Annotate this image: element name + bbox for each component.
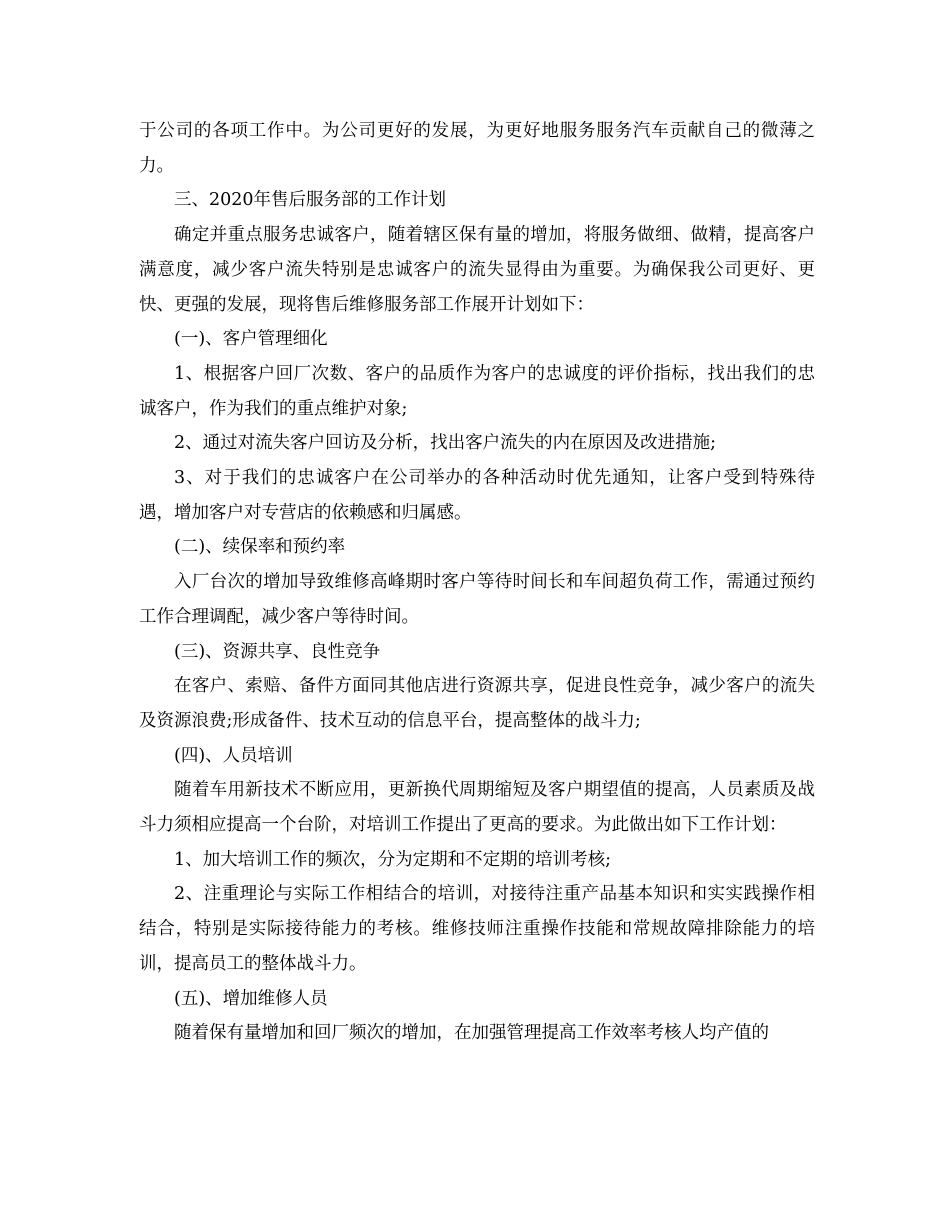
section-heading-3: 三、2020年售后服务部的工作计划	[174, 190, 447, 211]
subheading-1: (一)、客户管理细化	[174, 329, 328, 350]
list-item: 3、对于我们的忠诚客户在公司举办的各种活动时优先通知，让客户受到特殊待遇，增加客户对专营店的依赖感和归属感。	[139, 468, 815, 523]
list-item: 2、注重理论与实际工作相结合的培训，对接待注重产品基本知识和实实践操作相结合，特别是实际接待能力的考核。维修技师注重操作技能和常规故障排除能力的培训，提高员工的整体战斗力。	[139, 884, 815, 974]
subheading-2: (二)、续保率和预约率	[174, 537, 346, 558]
subheading-4: (四)、人员培训	[174, 745, 293, 766]
paragraph-continued: 于公司的各项工作中。为公司更好的发展，为更好地服务服务汽车贡献自己的微薄之力。	[139, 121, 815, 176]
list-item: 1、加大培训工作的频次，分为定期和不定期的培训考核;	[174, 849, 612, 870]
subheading-3: (三)、资源共享、良性竞争	[174, 641, 381, 662]
paragraph: 在客户、索赔、备件方面同其他店进行资源共享，促进良性竞争，减少客户的流失及资源浪费;形成备件、技术互动的信息平台，提高整体的战斗力;	[139, 676, 815, 731]
list-item: 1、根据客户回厂次数、客户的品质作为客户的忠诚度的评价指标，找出我们的忠诚客户，作为我们的重点维护对象;	[139, 363, 815, 419]
list-item: 2、通过对流失客户回访及分析，找出客户流失的内在原因及改进措施;	[174, 433, 717, 454]
subheading-5: (五)、增加维修人员	[174, 988, 328, 1009]
paragraph: 入厂台次的增加导致维修高峰期时客户等待时间长和车间超负荷工作，需通过预约工作合理调配，减少客户等待时间。	[139, 572, 815, 627]
paragraph: 随着保有量增加和回厂频次的增加，在加强管理提高工作效率考核人均产值的	[174, 1023, 769, 1044]
paragraph: 确定并重点服务忠诚客户，随着辖区保有量的增加，将服务做细、做精，提高客户满意度，减少客户流失特别是忠诚客户的流失显得由为重要。为确保我公司更好、更快、更强的发展，现将售后维修服务部工作展开计划如下：	[139, 225, 815, 315]
paragraph: 随着车用新技术不断应用，更新换代周期缩短及客户期望值的提高，人员素质及战斗力须相应提高一个台阶，对培训工作提出了更高的要求。为此做出如下工作计划：	[139, 780, 815, 836]
document-body	[139, 114, 815, 1051]
